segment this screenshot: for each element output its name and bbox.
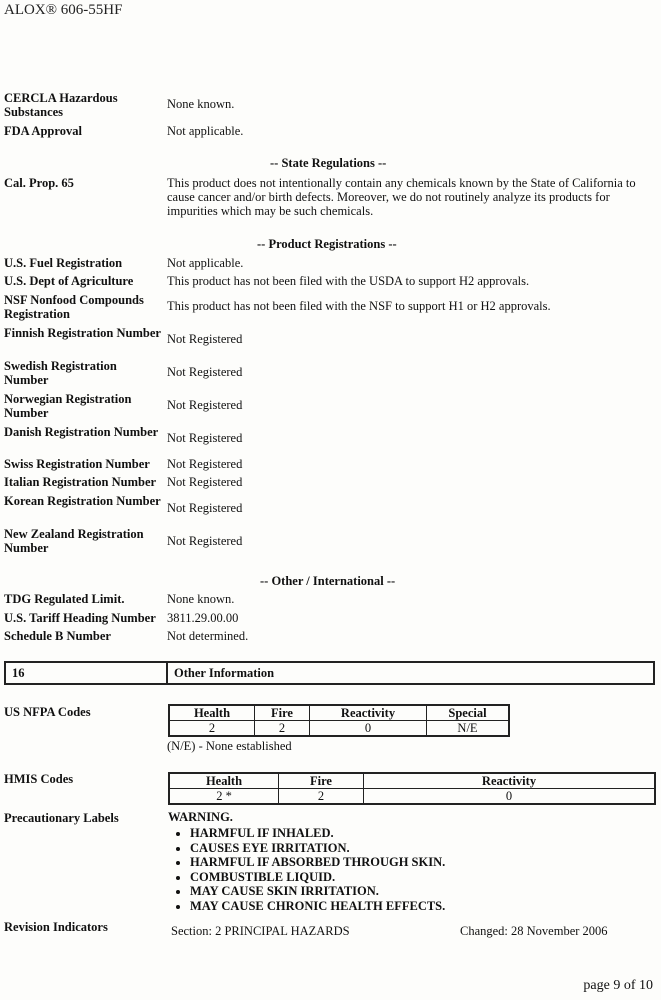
other-international-heading: -- Other / International -- [260,574,396,588]
swiss-label: Swiss Registration Number [4,457,150,471]
fda-label: FDA Approval [4,124,82,138]
norwegian-label: Norwegian Registration Number [4,392,132,420]
nfpa-header-fire: Fire [255,705,310,721]
new-zealand-value: Not Registered [167,534,243,548]
page-number: page 9 of 10 [583,978,653,993]
document-header: ALOX® 606-55HF [4,2,123,18]
cal-prop-65-label: Cal. Prop. 65 [4,176,74,190]
nfpa-note: (N/E) - None established [167,739,292,753]
finnish-value: Not Registered [167,332,243,346]
warning-text: WARNING. [168,810,233,824]
list-item: • COMBUSTIBLE LIQUID. [190,870,445,885]
nfpa-value-row [169,721,509,737]
nfpa-special-value: N/E [427,721,510,737]
usda-label: U.S. Dept of Agriculture [4,274,134,288]
tariff-label: U.S. Tariff Heading Number [4,611,156,625]
list-item: • CAUSES EYE IRRITATION. [190,841,445,856]
norwegian-value: Not Registered [167,398,243,412]
fuel-reg-label: U.S. Fuel Registration [4,256,123,270]
swedish-label: Swedish Registration Number [4,359,117,387]
korean-label: Korean Registration Number [4,494,161,508]
finnish-label: Finnish Registration Number [4,326,161,340]
hmis-header-fire: Fire [279,773,364,789]
swedish-value: Not Registered [167,365,243,379]
tdg-label: TDG Regulated Limit. [4,592,125,606]
section-16-header [4,661,655,685]
hmis-health-value: 2 * [169,789,279,805]
hmis-header-reactivity: Reactivity [364,773,656,789]
schedule-b-value: Not determined. [167,629,249,643]
hmis-header-health: Health [169,773,279,789]
nfpa-header-special: Special [427,705,510,721]
nsf-label: NSF Nonfood Compounds Registration [4,293,144,321]
section-number: 16 [6,663,168,683]
nfpa-fire-value: 2 [255,721,310,737]
cercla-value: None known. [167,97,235,111]
list-item: • HARMFUL IF INHALED. [190,826,445,841]
nfpa-reactivity-value: 0 [310,721,427,737]
italian-label: Italian Registration Number [4,475,157,489]
fda-value: Not applicable. [167,124,244,138]
cercla-label: CERCLA Hazardous Substances [4,91,118,119]
nfpa-header-reactivity: Reactivity [310,705,427,721]
list-item: • MAY CAUSE CHRONIC HEALTH EFFECTS. [190,899,445,914]
hmis-fire-value: 2 [279,789,364,805]
list-item: • HARMFUL IF ABSORBED THROUGH SKIN. [190,855,445,870]
nfpa-header-health: Health [169,705,255,721]
precautionary-label: Precautionary Labels [4,811,119,825]
warning-list [168,826,445,913]
schedule-b-label: Schedule B Number [4,629,111,643]
cal-prop-65-value: This product does not intentionally contain any chemicals known by the State of California to cause cancer and/or birth defects. Moreover, we do not routinely analyze its products for impurities which may be such chemicals. [167,176,636,218]
nfpa-header-row [169,705,509,721]
italian-value: Not Registered [167,475,243,489]
nfpa-health-value: 2 [169,721,255,737]
usda-value: This product has not been filed with the USDA to support H2 approvals. [167,274,530,288]
section-title: Other Information [174,666,275,680]
hmis-label: HMIS Codes [4,772,74,786]
revision-label: Revision Indicators [4,920,108,934]
tdg-value: None known. [167,592,235,606]
nfpa-table [168,704,510,737]
swiss-value: Not Registered [167,457,243,471]
fuel-reg-value: Not applicable. [167,256,244,270]
revision-section: Section: 2 PRINCIPAL HAZARDS [171,924,350,938]
nsf-value: This product has not been filed with the NSF to support H1 or H2 approvals. [167,299,551,313]
nfpa-label: US NFPA Codes [4,705,91,719]
product-registrations-heading: -- Product Registrations -- [257,237,397,251]
danish-value: Not Registered [167,431,243,445]
hmis-table [168,772,656,805]
danish-label: Danish Registration Number [4,425,159,439]
hmis-header-row [169,773,655,789]
state-regulations-heading: -- State Regulations -- [270,156,387,170]
hmis-value-row [169,789,655,805]
new-zealand-label: New Zealand Registration Number [4,527,144,555]
korean-value: Not Registered [167,501,243,515]
revision-changed: Changed: 28 November 2006 [460,924,608,938]
hmis-reactivity-value: 0 [364,789,656,805]
tariff-value: 3811.29.00.00 [167,611,239,625]
list-item: • MAY CAUSE SKIN IRRITATION. [190,884,445,899]
